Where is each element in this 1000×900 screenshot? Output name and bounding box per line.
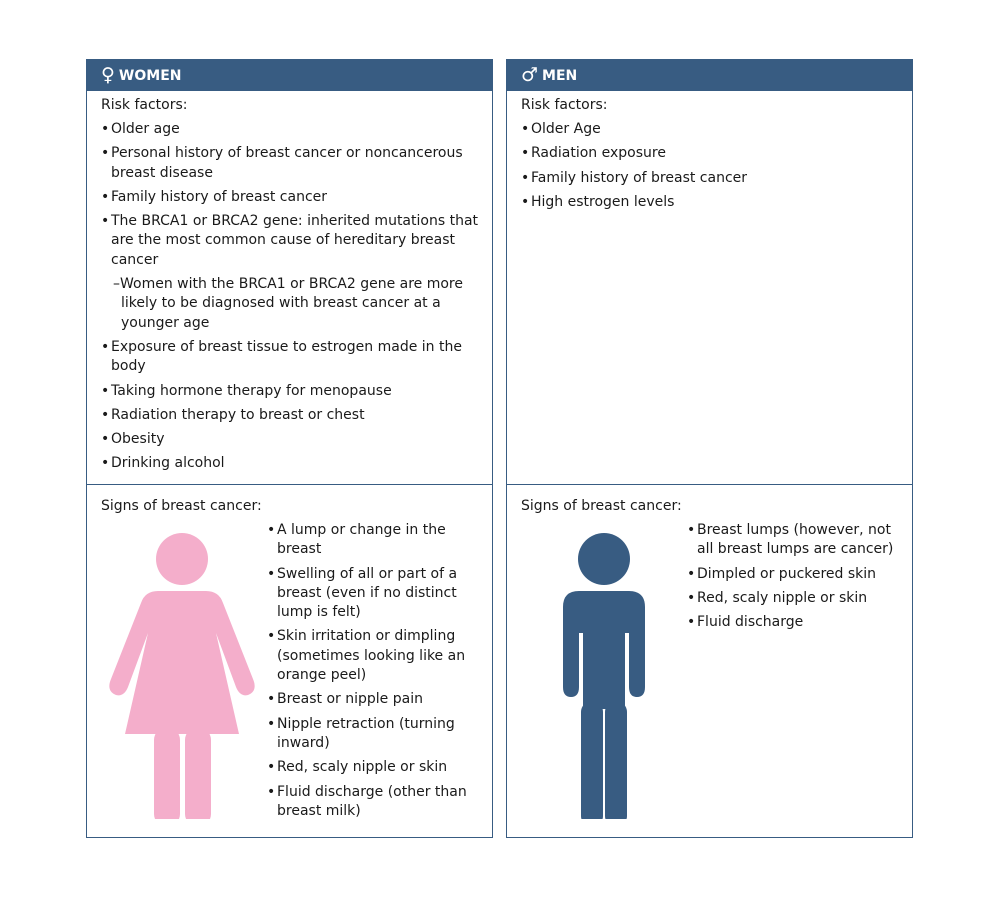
women-signs-list (267, 521, 482, 826)
list-item: • Obesity (101, 430, 481, 449)
list-item: • High estrogen levels (521, 193, 901, 212)
men-signs-section (507, 485, 912, 837)
list-item: • Radiation therapy to breast or chest (101, 406, 481, 425)
male-symbol-icon: ♂ (521, 64, 539, 86)
list-item: • Red, scaly nipple or skin (687, 589, 902, 608)
list-item: • Family history of breast cancer (521, 169, 901, 188)
list-item: • Older age (101, 120, 481, 139)
men-signs-title: Signs of breast cancer: (521, 498, 682, 514)
list-item: • Drinking alcohol (101, 454, 481, 473)
woman-figure-icon (109, 519, 259, 819)
list-item: • Older Age (521, 120, 901, 139)
women-panel (86, 59, 493, 838)
list-item: • The BRCA1 or BRCA2 gene: inherited mutations that are the most common cause of hereditary breast cancer (101, 212, 481, 270)
list-item: • Family history of breast cancer (101, 188, 481, 207)
men-panel (506, 59, 913, 838)
list-item: • Breast lumps (however, not all breast lumps are cancer) (687, 521, 902, 560)
list-item: • A lump or change in the breast (267, 521, 482, 560)
list-item: • Fluid discharge (687, 613, 902, 632)
men-risk-section (507, 91, 912, 485)
men-title: MEN (542, 67, 578, 84)
list-item: • Personal history of breast cancer or noncancerous breast disease (101, 144, 481, 183)
list-item: • Nipple retraction (turning inward) (267, 715, 482, 754)
women-risk-list (101, 120, 481, 479)
list-item: • Exposure of breast tissue to estrogen made in the body (101, 338, 481, 377)
list-item: • Taking hormone therapy for menopause (101, 382, 481, 401)
men-signs-list (687, 521, 902, 637)
man-figure-icon (529, 519, 679, 819)
women-risk-title: Risk factors: (101, 97, 188, 113)
women-risk-section (87, 91, 492, 485)
list-item: • Radiation exposure (521, 144, 901, 163)
list-item: • Swelling of all or part of a breast (even if no distinct lump is felt) (267, 565, 482, 623)
list-subitem: –Women with the BRCA1 or BRCA2 gene are more likely to be diagnosed with breast cancer at a younger age (113, 276, 463, 331)
list-item: • Dimpled or puckered skin (687, 565, 902, 584)
list-item: • Fluid discharge (other than breast milk) (267, 783, 482, 822)
women-header (87, 60, 492, 91)
women-title: WOMEN (118, 67, 182, 84)
women-signs-section (87, 485, 492, 837)
men-header (507, 60, 912, 91)
list-item: • Skin irritation or dimpling (sometimes looking like an orange peel) (267, 627, 482, 685)
list-item: • Breast or nipple pain (267, 690, 482, 709)
female-symbol-icon: ♀ (101, 64, 115, 86)
women-signs-title: Signs of breast cancer: (101, 498, 262, 514)
men-risk-title: Risk factors: (521, 97, 608, 113)
list-item: • Red, scaly nipple or skin (267, 758, 482, 777)
men-risk-list (521, 120, 901, 217)
